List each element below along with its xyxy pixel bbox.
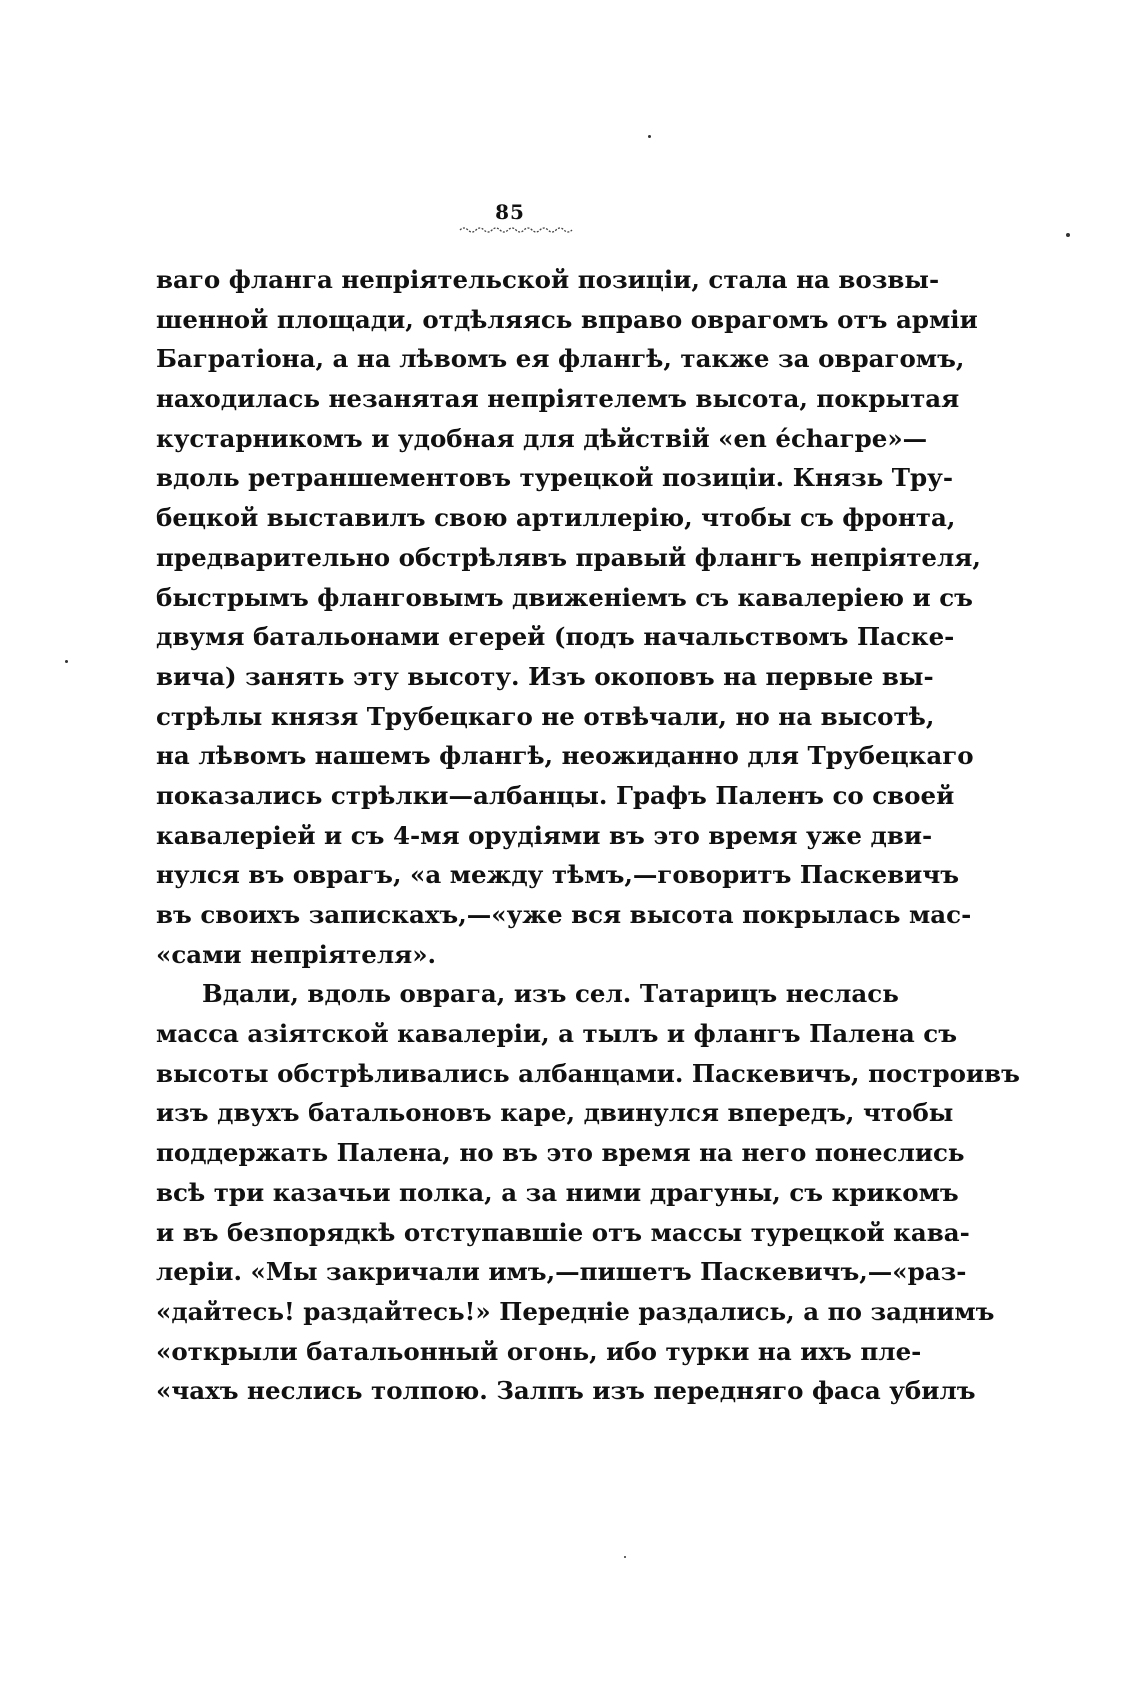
text-line: предварительно обстрѣлявъ правый флангъ непріятеля, [156,542,981,572]
scan-speck [65,660,68,663]
text-line: вдоль ретраншементовъ турецкой позиціи. Князь Тру- [156,463,954,493]
text-line: на лѣвомъ нашемъ флангѣ, неожиданно для Трубецкаго [156,741,974,771]
text-line: стрѣлы князя Трубецкаго не отвѣчали, но на высотѣ, [156,701,935,731]
scan-speck [1066,233,1070,237]
text-line: всѣ три казачьи полка, а за ними драгуны, съ крикомъ [156,1177,959,1207]
text-line: въ своихъ запискахъ,—«уже вся высота покрылась мас- [156,900,972,929]
text-line: «дайтесь! раздайтесь!» Передніе раздались, а по заднимъ [156,1296,995,1326]
body-text [156,260,1020,1411]
page-number: 85 [495,200,525,224]
text-line: высоты обстрѣливались албанцами. Паскевичъ, построивъ [156,1058,1020,1088]
text-line: кустарникомъ и удобная для дѣйствій «en échагре»— [156,423,928,453]
text-line: «сами непріятеля». [156,939,437,969]
text-line: шенной площади, отдѣляясь вправо оврагомъ отъ арміи [156,304,978,334]
paragraph-first-line: Вдали, вдоль оврага, изъ сел. Татарицъ неслась [202,979,899,1009]
text-line: масса азіятской кавалеріи, а тылъ и флангъ Палена съ [156,1019,958,1049]
text-line: нулся въ оврагъ, «а между тѣмъ,—говоритъ Паскевичъ [156,860,960,890]
scan-speck [624,1556,626,1558]
text-line: ваго фланга непріятельской позиціи, стала на возвы- [156,265,940,294]
text-line: «чахъ неслись толпою. Залпъ изъ передняго фаса убилъ [156,1376,976,1406]
decorative-rule [458,224,574,236]
text-line: кавалеріей и съ 4-мя орудіями въ это время уже дви- [156,820,933,850]
text-line: и въ безпорядкѣ отступавшіе отъ массы турецкой кава- [156,1217,970,1247]
text-line: Багратіона, а на лѣвомъ ея флангѣ, также за оврагомъ, [156,344,965,374]
text-line: двумя батальонами егерей (подъ начальствомъ Паске- [156,622,955,652]
text-line: изъ двухъ батальоновъ каре, двинулся впередъ, чтобы [156,1098,954,1128]
text-line: показались стрѣлки—албанцы. Графъ Паленъ со своей [156,780,955,810]
text-line: бецкой выставилъ свою артиллерію, чтобы съ фронта, [156,503,956,533]
text-line: поддержать Палена, но въ это время на него понеслись [156,1138,965,1168]
text-line: «открыли батальонный огонь, ибо турки на ихъ пле- [156,1336,922,1366]
text-line: быстрымъ фланговымъ движеніемъ съ кавалеріею и съ [156,582,973,612]
text-line: вича) занять эту высоту. Изъ окоповъ на первые вы- [156,661,934,691]
scan-speck [648,135,651,138]
text-line: леріи. «Мы закричали имъ,—пишетъ Паскевичъ,—«раз- [156,1257,967,1287]
text-line: находилась незанятая непріятелемъ высота, покрытая [156,384,960,414]
